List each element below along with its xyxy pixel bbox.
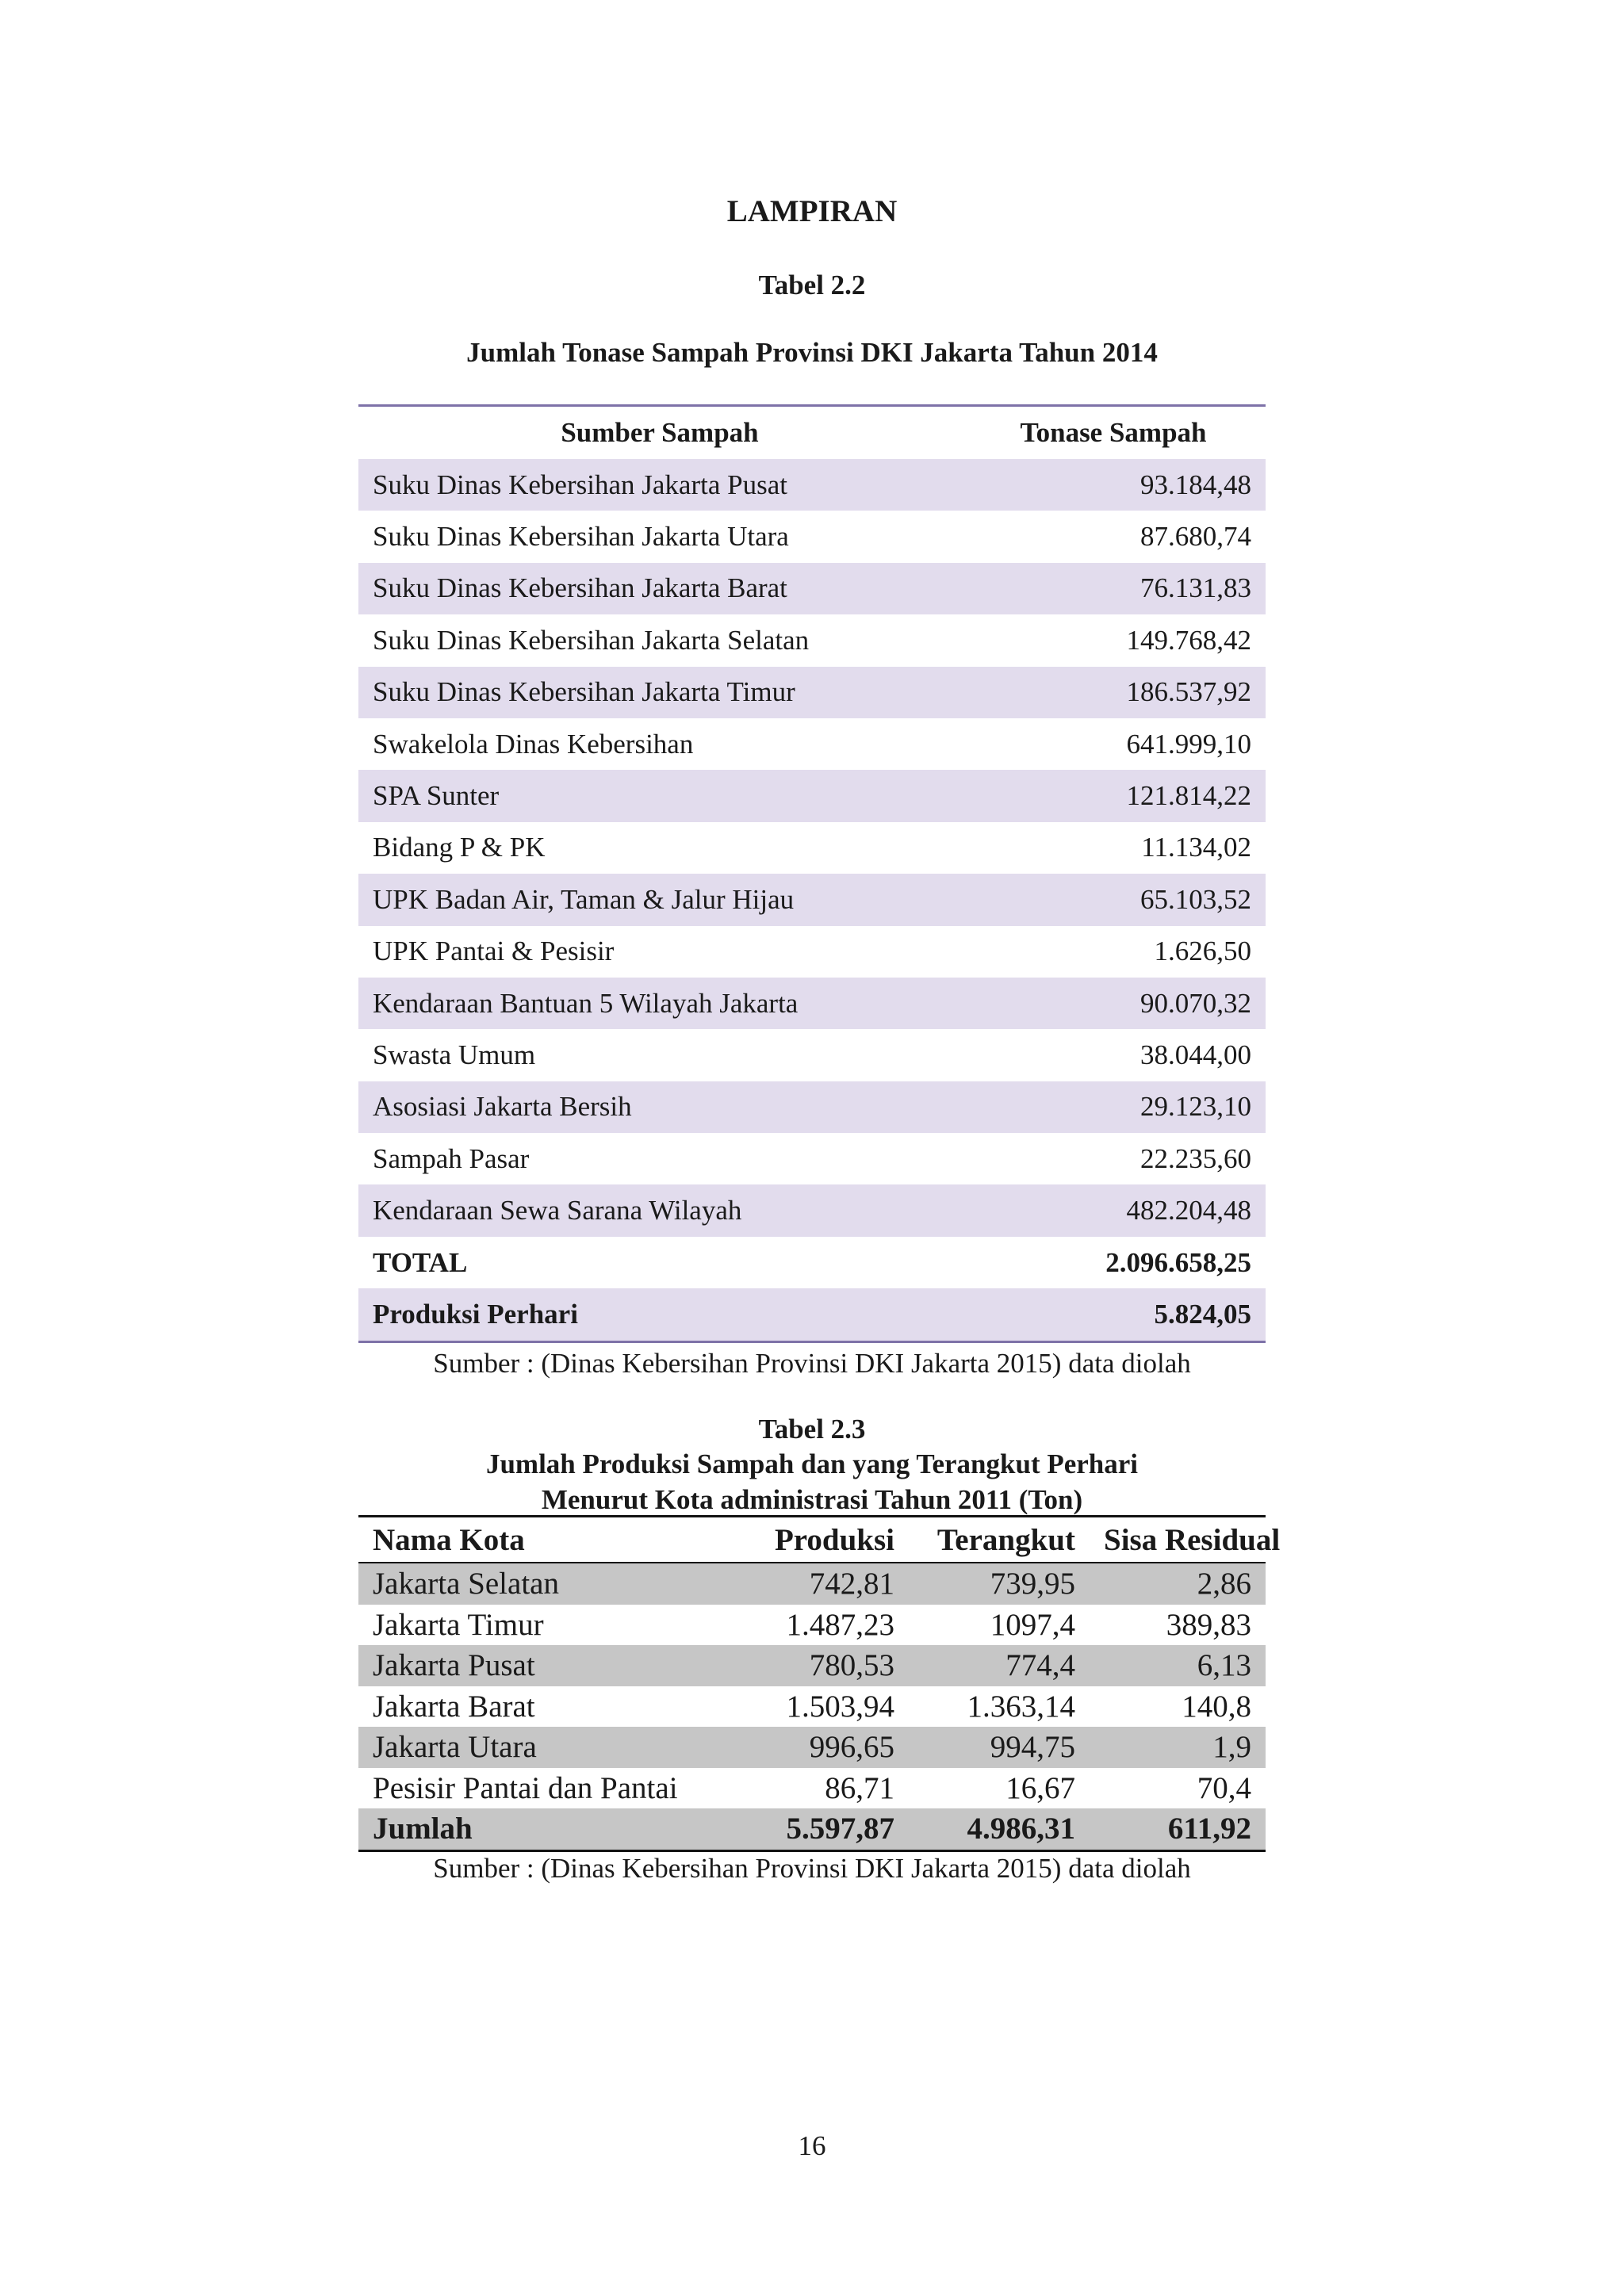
sisa-residual-cell: 140,8	[1090, 1686, 1266, 1728]
nama-kota-cell: Jakarta Barat	[358, 1686, 715, 1728]
sumber-sampah-cell: Suku Dinas Kebersihan Jakarta Pusat	[358, 459, 961, 511]
terangkut-cell: 1.363,14	[909, 1686, 1090, 1728]
terangkut-cell: 4.986,31	[909, 1808, 1090, 1850]
sumber-sampah-cell: Asosiasi Jakarta Bersih	[358, 1081, 961, 1133]
table-2-3-source: Sumber : (Dinas Kebersihan Provinsi DKI Jakarta 2015) data diolah	[433, 1853, 1191, 1884]
sumber-sampah-cell: Suku Dinas Kebersihan Jakarta Utara	[358, 511, 961, 562]
tonase-sampah-cell: 90.070,32	[961, 978, 1266, 1029]
nama-kota-cell: Jumlah	[358, 1808, 715, 1850]
sisa-residual-cell: 1,9	[1090, 1727, 1266, 1768]
table-row	[358, 1727, 1266, 1768]
sumber-sampah-cell: Swasta Umum	[358, 1029, 961, 1081]
produksi-sampah-table	[358, 1515, 1281, 1852]
tonase-sampah-cell: 29.123,10	[961, 1081, 1266, 1133]
table-row	[358, 1645, 1266, 1686]
nama-kota-cell: Jakarta Selatan	[358, 1563, 715, 1605]
tonase-sampah-table	[358, 404, 1266, 1343]
sumber-sampah-cell: UPK Badan Air, Taman & Jalur Hijau	[358, 874, 961, 925]
terangkut-cell: 994,75	[909, 1727, 1090, 1768]
sumber-sampah-cell: Produksi Perhari	[358, 1288, 961, 1341]
produksi-cell: 1.487,23	[715, 1605, 909, 1646]
nama-kota-cell: Jakarta Timur	[358, 1605, 715, 1646]
sumber-sampah-cell: Kendaraan Bantuan 5 Wilayah Jakarta	[358, 978, 961, 1029]
table-row	[358, 874, 1266, 925]
table-2-2-caption: Tabel 2.2	[758, 270, 866, 300]
tonase-sampah-cell: 149.768,42	[961, 614, 1266, 666]
tonase-sampah-cell: 2.096.658,25	[961, 1237, 1266, 1288]
table-row	[358, 1563, 1266, 1605]
column-header-terangkut: Terangkut	[909, 1517, 1090, 1563]
terangkut-cell: 739,95	[909, 1563, 1090, 1605]
sumber-sampah-cell: Suku Dinas Kebersihan Jakarta Selatan	[358, 614, 961, 666]
sumber-sampah-cell: Kendaraan Sewa Sarana Wilayah	[358, 1184, 961, 1236]
table-row	[358, 614, 1266, 666]
column-header-nama-kota: Nama Kota	[358, 1517, 715, 1563]
tonase-sampah-cell: 482.204,48	[961, 1184, 1266, 1236]
table-row	[358, 511, 1266, 562]
table-row	[358, 667, 1266, 718]
table-2-3-caption: Tabel 2.3	[758, 1414, 866, 1445]
table-2-3-title-line-1: Jumlah Produksi Sampah dan yang Terangkut Perhari	[485, 1448, 1139, 1479]
table-header-row	[358, 1517, 1266, 1563]
table-2-3-title-line-2: Menurut Kota administrasi Tahun 2011 (Ton)	[541, 1484, 1083, 1515]
table-2-2-title: Jumlah Tonase Sampah Provinsi DKI Jakarta Tahun 2014	[466, 337, 1158, 368]
column-header-sisa-residual: Sisa Residual	[1090, 1517, 1266, 1563]
sisa-residual-cell: 2,86	[1090, 1563, 1266, 1605]
table-row	[358, 822, 1266, 874]
terangkut-cell: 16,67	[909, 1768, 1090, 1809]
column-header-produksi: Produksi	[715, 1517, 909, 1563]
table-row	[358, 770, 1266, 821]
table-row	[358, 978, 1266, 1029]
produksi-cell: 5.597,87	[715, 1808, 909, 1850]
sisa-residual-cell: 6,13	[1090, 1645, 1266, 1686]
sumber-sampah-cell: UPK Pantai & Pesisir	[358, 926, 961, 978]
tonase-sampah-cell: 93.184,48	[961, 459, 1266, 511]
sisa-residual-cell: 70,4	[1090, 1768, 1266, 1809]
tonase-sampah-cell: 121.814,22	[961, 770, 1266, 821]
page-number: 16	[798, 2130, 826, 2161]
table-row	[358, 1288, 1266, 1341]
tonase-sampah-cell: 38.044,00	[961, 1029, 1266, 1081]
produksi-cell: 1.503,94	[715, 1686, 909, 1728]
table-row	[358, 1808, 1266, 1850]
tonase-sampah-cell: 5.824,05	[961, 1288, 1266, 1341]
tonase-sampah-cell: 186.537,92	[961, 667, 1266, 718]
table-row	[358, 1133, 1266, 1184]
tonase-sampah-cell: 22.235,60	[961, 1133, 1266, 1184]
table-row	[358, 459, 1266, 511]
sisa-residual-cell: 611,92	[1090, 1808, 1266, 1850]
sumber-sampah-cell: Sampah Pasar	[358, 1133, 961, 1184]
table-row	[358, 1081, 1266, 1133]
table-row	[358, 1605, 1266, 1646]
table-row	[358, 563, 1266, 614]
nama-kota-cell: Pesisir Pantai dan Pantai	[358, 1768, 715, 1809]
table-row	[358, 718, 1266, 770]
document-heading: LAMPIRAN	[726, 194, 898, 228]
tonase-sampah-cell: 1.626,50	[961, 926, 1266, 978]
sumber-sampah-cell: Suku Dinas Kebersihan Jakarta Timur	[358, 667, 961, 718]
table-row	[358, 926, 1266, 978]
sumber-sampah-cell: Suku Dinas Kebersihan Jakarta Barat	[358, 563, 961, 614]
sumber-sampah-cell: Bidang P & PK	[358, 822, 961, 874]
produksi-cell: 780,53	[715, 1645, 909, 1686]
tonase-sampah-cell: 76.131,83	[961, 563, 1266, 614]
terangkut-cell: 1097,4	[909, 1605, 1090, 1646]
produksi-cell: 742,81	[715, 1563, 909, 1605]
tonase-sampah-cell: 641.999,10	[961, 718, 1266, 770]
table-header-row	[358, 406, 1266, 460]
column-header-sumber-sampah: Sumber Sampah	[358, 406, 961, 460]
nama-kota-cell: Jakarta Utara	[358, 1727, 715, 1768]
produksi-cell: 86,71	[715, 1768, 909, 1809]
table-row	[358, 1686, 1266, 1728]
sumber-sampah-cell: Swakelola Dinas Kebersihan	[358, 718, 961, 770]
column-header-tonase-sampah: Tonase Sampah	[961, 406, 1266, 460]
sumber-sampah-cell: TOTAL	[358, 1237, 961, 1288]
table-row	[358, 1768, 1266, 1809]
tonase-sampah-cell: 65.103,52	[961, 874, 1266, 925]
table-row	[358, 1184, 1266, 1236]
sisa-residual-cell: 389,83	[1090, 1605, 1266, 1646]
sumber-sampah-cell: SPA Sunter	[358, 770, 961, 821]
table-row	[358, 1029, 1266, 1081]
nama-kota-cell: Jakarta Pusat	[358, 1645, 715, 1686]
produksi-cell: 996,65	[715, 1727, 909, 1768]
table-2-2-source: Sumber : (Dinas Kebersihan Provinsi DKI Jakarta 2015) data diolah	[433, 1348, 1191, 1379]
table-row	[358, 1237, 1266, 1288]
terangkut-cell: 774,4	[909, 1645, 1090, 1686]
tonase-sampah-cell: 11.134,02	[961, 822, 1266, 874]
tonase-sampah-cell: 87.680,74	[961, 511, 1266, 562]
